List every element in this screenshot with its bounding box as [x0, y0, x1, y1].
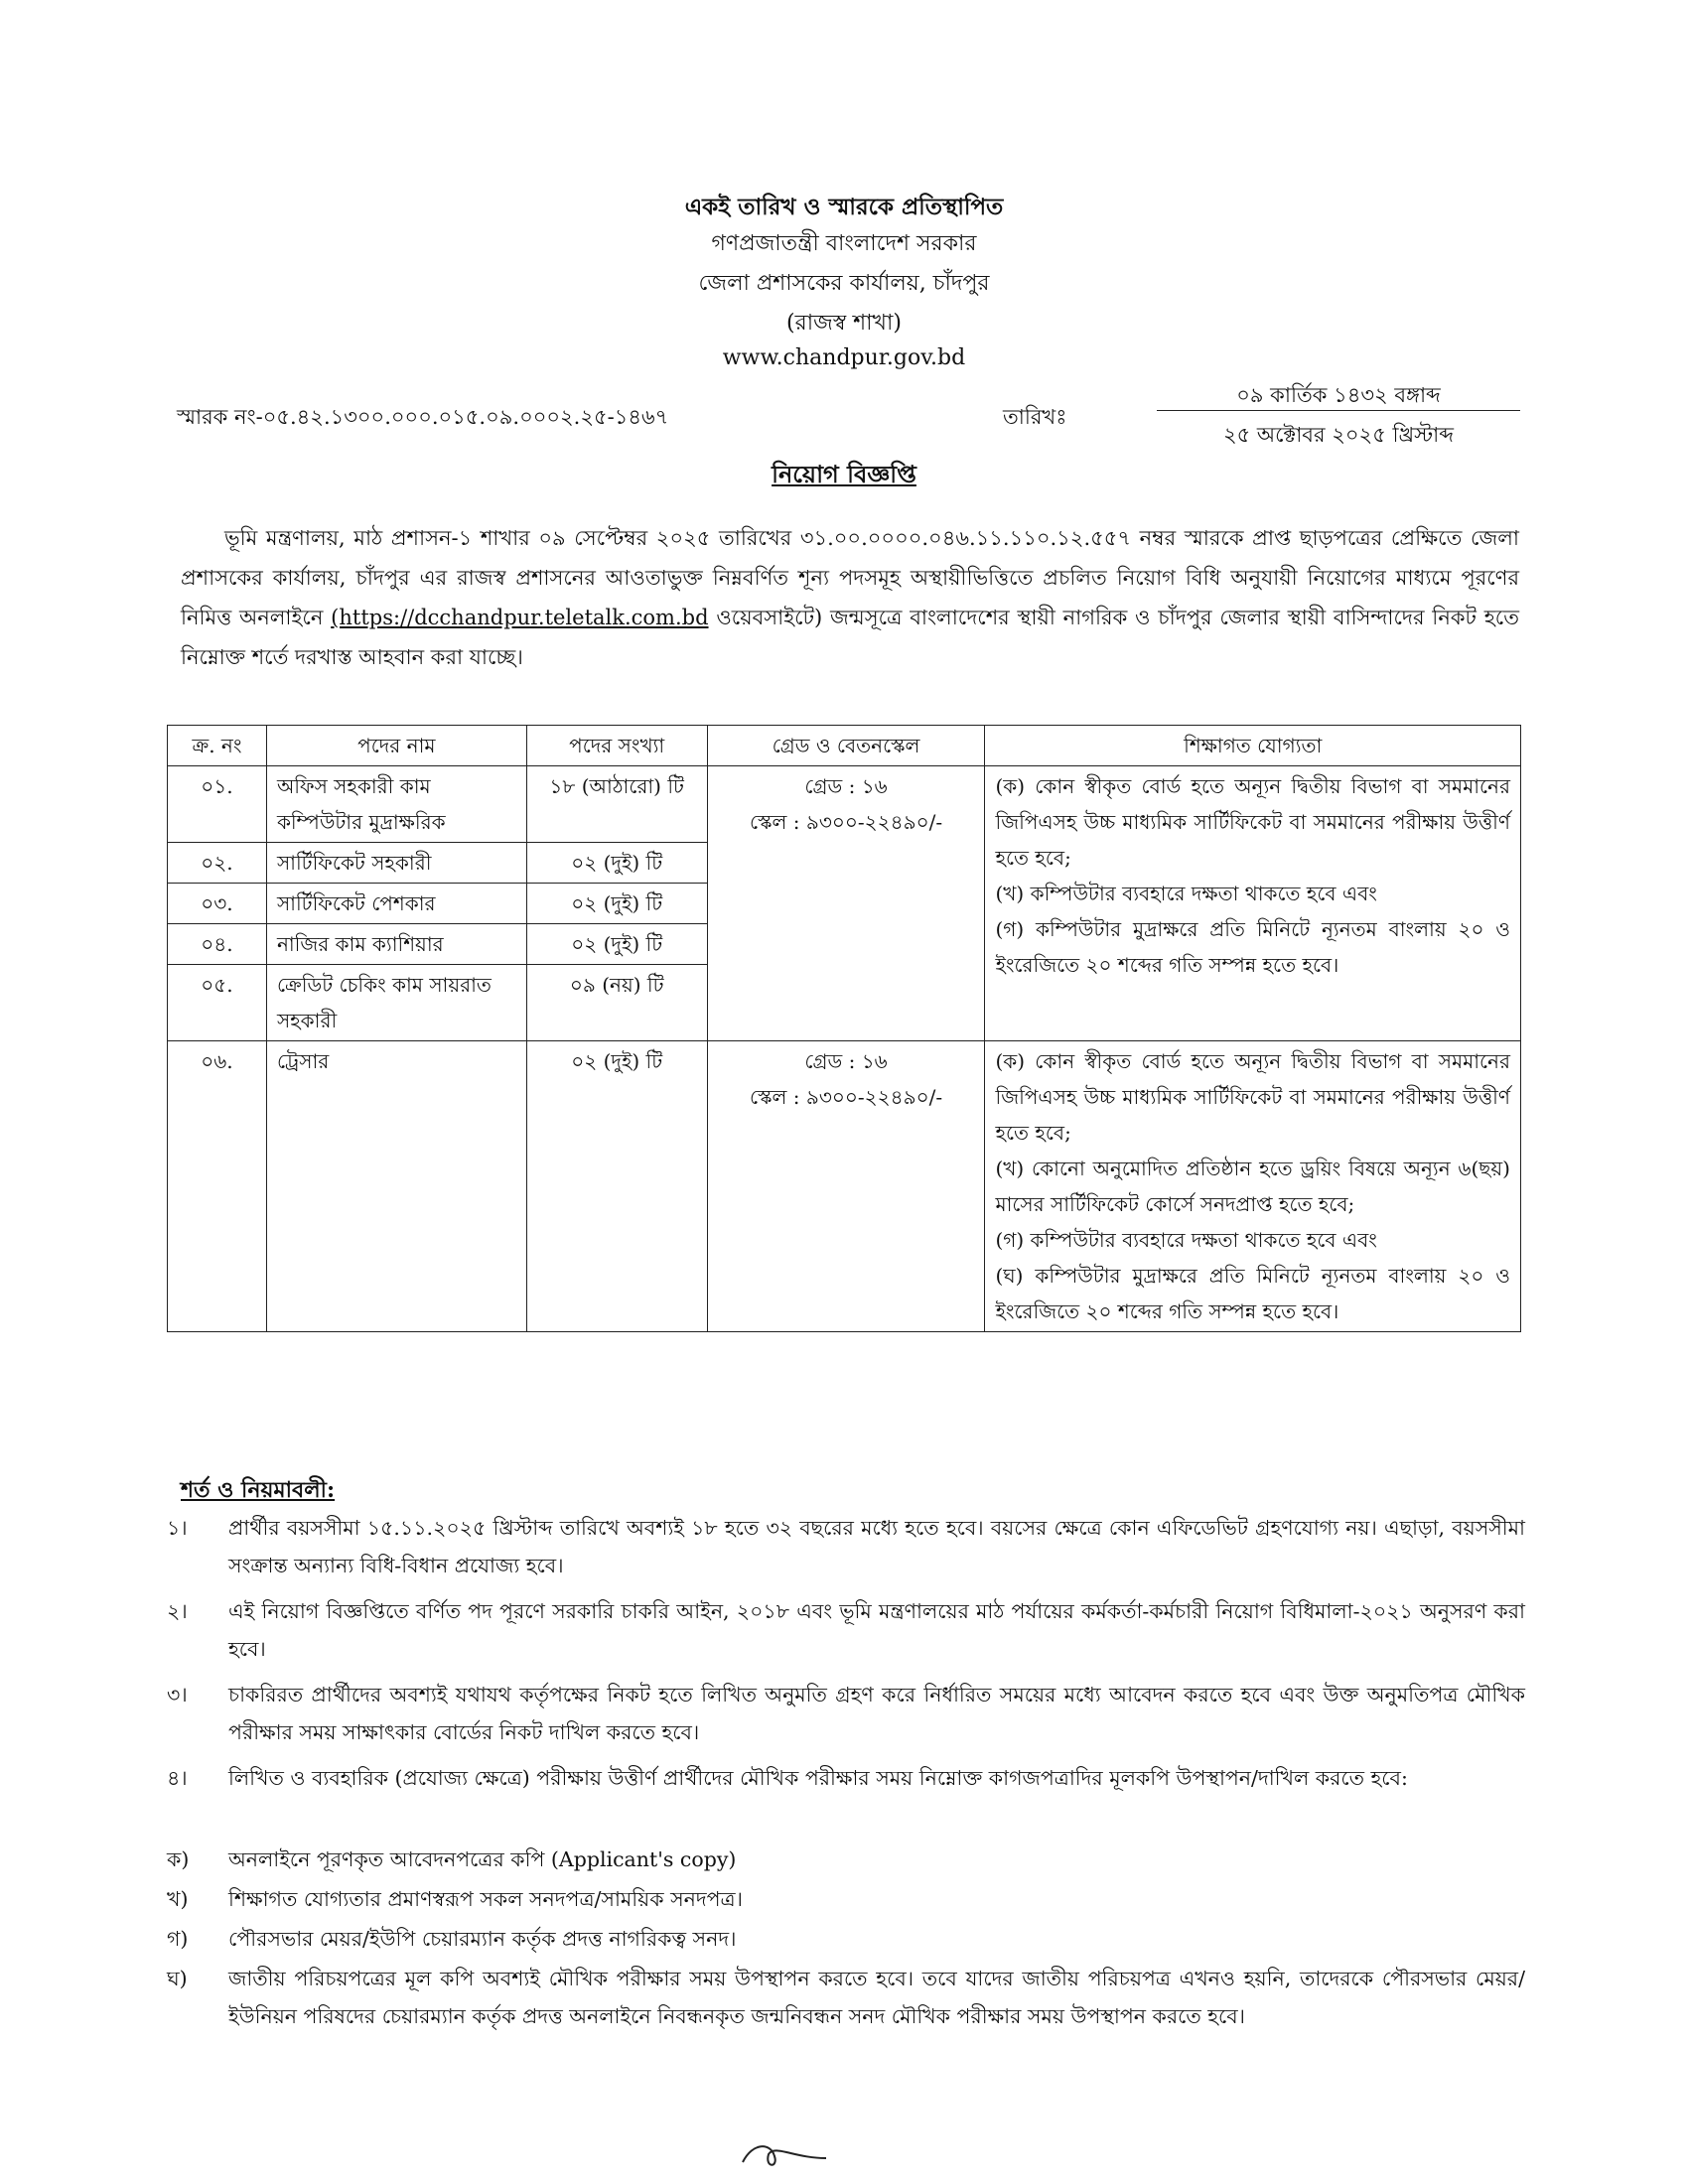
- signature-mark: [735, 2134, 834, 2174]
- row-serial: ০৪.: [168, 924, 267, 965]
- condition-text: চাকরিরত প্রার্থীদের অবশ্যই যথাযথ কর্তৃপক্ষের নিকট হতে লিখিত অনুমতি গ্রহণ করে নির্ধারিত সময়ের মধ্যে আবেদন করতে হবে এবং উক্ত অনুমতিপত্র মৌখিক পরীক্ষার সময় সাক্ষাৎকার বোর্ডের নিকট দাখিল করতে হবে।: [228, 1683, 1525, 1744]
- document-text: শিক্ষাগত যোগ্যতার প্রমাণস্বরূপ সকল সনদপত্র/সাময়িক সনদপত্র।: [228, 1887, 743, 1911]
- memo-number: স্মারক নং-০৫.৪২.১৩০০.০০০.০১৫.০৯.০০০২.২৫-১৪৬৭: [177, 405, 669, 429]
- document-marker: ঘ): [167, 1967, 188, 1990]
- qualification-item: (গ) কম্পিউটার ব্যবহারে দক্ষতা থাকতে হবে এবং: [995, 1228, 1377, 1252]
- grade-cell: [707, 1041, 985, 1332]
- qualification-item: (ঘ) কম্পিউটার মুদ্রাক্ষরে প্রতি মিনিটে ন্যূনতম বাংলায় ২০ ও ইংরেজিতে ২০ শব্দের গতি সম্পন্ন হতে হবে।: [995, 1264, 1510, 1323]
- qualification-item: (ক) কোন স্বীকৃত বোর্ড হতে অন্যূন দ্বিতীয় বিভাগ বা সমমানের জিপিএসহ উচ্চ মাধ্যমিক সার্টিফিকেট বা সমমানের পরীক্ষায় উত্তীর্ণ হতে হবে;: [995, 1049, 1510, 1145]
- document-text: জাতীয় পরিচয়পত্রের মূল কপি অবশ্যই মৌখিক পরীক্ষার সময় উপস্থাপন করতে হবে। তবে যাদের জাতীয় পরিচয়পত্র এখনও হয়নি, তাদেরকে পৌরসভার মেয়র/ইউনিয়ন পরিষদের চেয়ারম্যান কর্তৃক প্রদত্ত অনলাইনে নিবন্ধনকৃত জন্মনিবন্ধন সনদ মৌখিক পরীক্ষার সময় উপস্থাপন করতে হবে।: [228, 1967, 1525, 2028]
- pay-scale: স্কেল : ৯৩০০-২২৪৯০/-: [750, 1085, 943, 1109]
- condition-item: [167, 1509, 1525, 1584]
- document-marker: খ): [167, 1887, 189, 1911]
- header-serial: ক্র. নং: [168, 726, 267, 766]
- row-post: সার্টিফিকেট পেশকার: [266, 884, 526, 924]
- row-serial: ০৬.: [168, 1041, 267, 1332]
- table-row: [168, 766, 1521, 843]
- grade: গ্রেড : ১৬: [804, 774, 888, 798]
- qualification-item: (খ) কম্পিউটার ব্যবহারে দক্ষতা থাকতে হবে এবং: [995, 882, 1377, 905]
- condition-number: ৩।: [167, 1683, 188, 1706]
- row-count: ০২ (দুই) টি: [526, 843, 707, 884]
- qualification-cell: [985, 1041, 1521, 1332]
- header-qualification: শিক্ষাগত যোগ্যতা: [985, 726, 1521, 766]
- row-count: ০২ (দুই) টি: [526, 1041, 707, 1332]
- grade: গ্রেড : ১৬: [804, 1049, 888, 1073]
- qualification-item: (খ) কোনো অনুমোদিত প্রতিষ্ঠান হতে ড্রয়িং বিষয়ে অন্যূন ৬(ছয়) মাসের সার্টিফিকেট কোর্সে সনদপ্রাপ্ত হতে হবে;: [995, 1157, 1510, 1216]
- condition-text: প্রার্থীর বয়সসীমা ১৫.১১.২০২৫ খ্রিস্টাব্দ তারিখে অবশ্যই ১৮ হতে ৩২ বছরের মধ্যে হতে হবে। বয়সের ক্ষেত্রে কোন এফিডেভিট গ্রহণযোগ্য নয়। এছাড়া, বয়সসীমা সংক্রান্ত অন্যান্য বিধি-বিধান প্রযোজ্য হবে।: [228, 1516, 1525, 1577]
- row-post: সার্টিফিকেট সহকারী: [266, 843, 526, 884]
- document-item: [167, 1880, 1525, 1918]
- date-english: ২৫ অক্টোবর ২০২৫ খ্রিস্টাব্দ: [1222, 423, 1455, 447]
- document-item: [167, 1841, 1525, 1878]
- condition-number: ১।: [167, 1516, 188, 1540]
- row-post: ট্রেসার: [266, 1041, 526, 1332]
- row-count: ০২ (দুই) টি: [526, 884, 707, 924]
- qualification-cell: [985, 766, 1521, 1041]
- date-divider: [1157, 410, 1520, 411]
- row-count: ০৯ (নয়) টি: [526, 965, 707, 1041]
- posts-table: [167, 725, 1521, 1332]
- row-post: অফিস সহকারী কাম কম্পিউটার মুদ্রাক্ষরিক: [266, 766, 526, 843]
- condition-number: ৪।: [167, 1766, 188, 1790]
- qualification-item: (গ) কম্পিউটার মুদ্রাক্ষরে প্রতি মিনিটে ন্যূনতম বাংলায় ২০ ও ইংরেজিতে ২০ শব্দের গতি সম্পন্ন হতে হবে।: [995, 917, 1510, 977]
- intro-paragraph: [181, 518, 1519, 677]
- condition-item: [167, 1592, 1525, 1668]
- header-post: পদের নাম: [266, 726, 526, 766]
- header-count: পদের সংখ্যা: [526, 726, 707, 766]
- condition-text: এই নিয়োগ বিজ্ঞপ্তিতে বর্ণিত পদ পূরণে সরকারি চাকরি আইন, ২০১৮ এবং ভূমি মন্ত্রণালয়ের মাঠ পর্যায়ের কর্মকর্তা-কর্মচারী নিয়োগ বিধিমালা-২০২১ অনুসরণ করা হবে।: [228, 1599, 1525, 1661]
- grade-cell: [707, 766, 985, 1041]
- row-serial: ০৩.: [168, 884, 267, 924]
- government-name: গণপ্রজাতন্ত্রী বাংলাদেশ সরকার: [711, 231, 977, 256]
- date-label: তারিখঃ: [1003, 405, 1067, 429]
- date-bangla: ০৯ কার্তিক ১৪৩২ বঙ্গাব্দ: [1236, 383, 1441, 407]
- condition-number: ২।: [167, 1599, 188, 1623]
- row-serial: ০১.: [168, 766, 267, 843]
- row-serial: ০২.: [168, 843, 267, 884]
- document-item: [167, 1920, 1525, 1958]
- intro-text: ভূমি মন্ত্রণালয়, মাঠ প্রশাসন-১ শাখার ০৯ সেপ্টেম্বর ২০২৫ তারিখের ৩১.০০.০০০০.০৪৬.১১.১১০.১২.৫৫৭ নম্বর স্মারকে প্রাপ্ত ছাড়পত্রের প্রেক্ষিতে জেলা প্রশাসকের কার্যালয়, চাঁদপুর এর রাজস্ব প্রশাসনের আওতাভুক্ত নিম্নবর্ণিত শূন্য পদসমূহ অস্থায়ীভিত্তিতে প্রচলিত নিয়োগ বিধি অনুযায়ী নিয়োগের মাধ্যমে পূরণের নিমিত্ত অনলাইনে: [181, 526, 1519, 629]
- conditions-title: শর্ত ও নিয়মাবলী:: [181, 1477, 336, 1503]
- table-header-row: [168, 726, 1521, 766]
- document-text: অনলাইনে পূরণকৃত আবেদনপত্রের কপি (Applicant's copy): [228, 1847, 737, 1871]
- document-text: পৌরসভার মেয়র/ইউপি চেয়ারম্যান কর্তৃক প্রদত্ত নাগরিকত্ব সনদ।: [228, 1927, 737, 1951]
- table-row: [168, 1041, 1521, 1332]
- branch-name: (রাজস্ব শাখা): [786, 311, 902, 336]
- application-link[interactable]: (https://dcchandpur.teletalk.com.bd: [331, 606, 709, 629]
- office-name: জেলা প্রশাসকের কার্যালয়, চাঁদপুর: [698, 271, 990, 296]
- notice-title: নিয়োগ বিজ্ঞপ্তি: [772, 460, 916, 488]
- document-marker: ক): [167, 1847, 190, 1871]
- row-count: ০২ (দুই) টি: [526, 924, 707, 965]
- intro-text-end: ওয়েবসাইটে) জন্মসূত্রে বাংলাদেশের স্থায়ী নাগরিক ও চাঁদপুর জেলার স্থায়ী বাসিন্দাদের নিকট হতে নিম্নোক্ত শর্তে দরখাস্ত আহবান করা যাচ্ছে।: [181, 606, 1519, 669]
- row-post: নাজির কাম ক্যাশিয়ার: [266, 924, 526, 965]
- row-serial: ০৫.: [168, 965, 267, 1041]
- document-item: [167, 1960, 1525, 2035]
- condition-item: [167, 1676, 1525, 1751]
- condition-item: [167, 1759, 1525, 1797]
- pay-scale: স্কেল : ৯৩০০-২২৪৯০/-: [750, 810, 943, 834]
- condition-text: লিখিত ও ব্যবহারিক (প্রযোজ্য ক্ষেত্রে) পরীক্ষায় উত্তীর্ণ প্রার্থীদের মৌখিক পরীক্ষার সময় নিম্নোক্ত কাগজপত্রাদির মূলকপি উপস্থাপন/দাখিল করতে হবে:: [228, 1766, 1408, 1790]
- website: www.chandpur.gov.bd: [722, 345, 966, 370]
- row-post: ক্রেডিট চেকিং কাম সায়রাত সহকারী: [266, 965, 526, 1041]
- replacement-note: একই তারিখ ও স্মারকে প্রতিস্থাপিত: [684, 194, 1004, 220]
- document-marker: গ): [167, 1927, 189, 1951]
- header-grade: গ্রেড ও বেতনস্কেল: [707, 726, 985, 766]
- qualification-item: (ক) কোন স্বীকৃত বোর্ড হতে অন্যূন দ্বিতীয় বিভাগ বা সমমানের জিপিএসহ উচ্চ মাধ্যমিক সার্টিফিকেট বা সমমানের পরীক্ষায় উত্তীর্ণ হতে হবে;: [995, 774, 1510, 870]
- row-count: ১৮ (আঠারো) টি: [526, 766, 707, 843]
